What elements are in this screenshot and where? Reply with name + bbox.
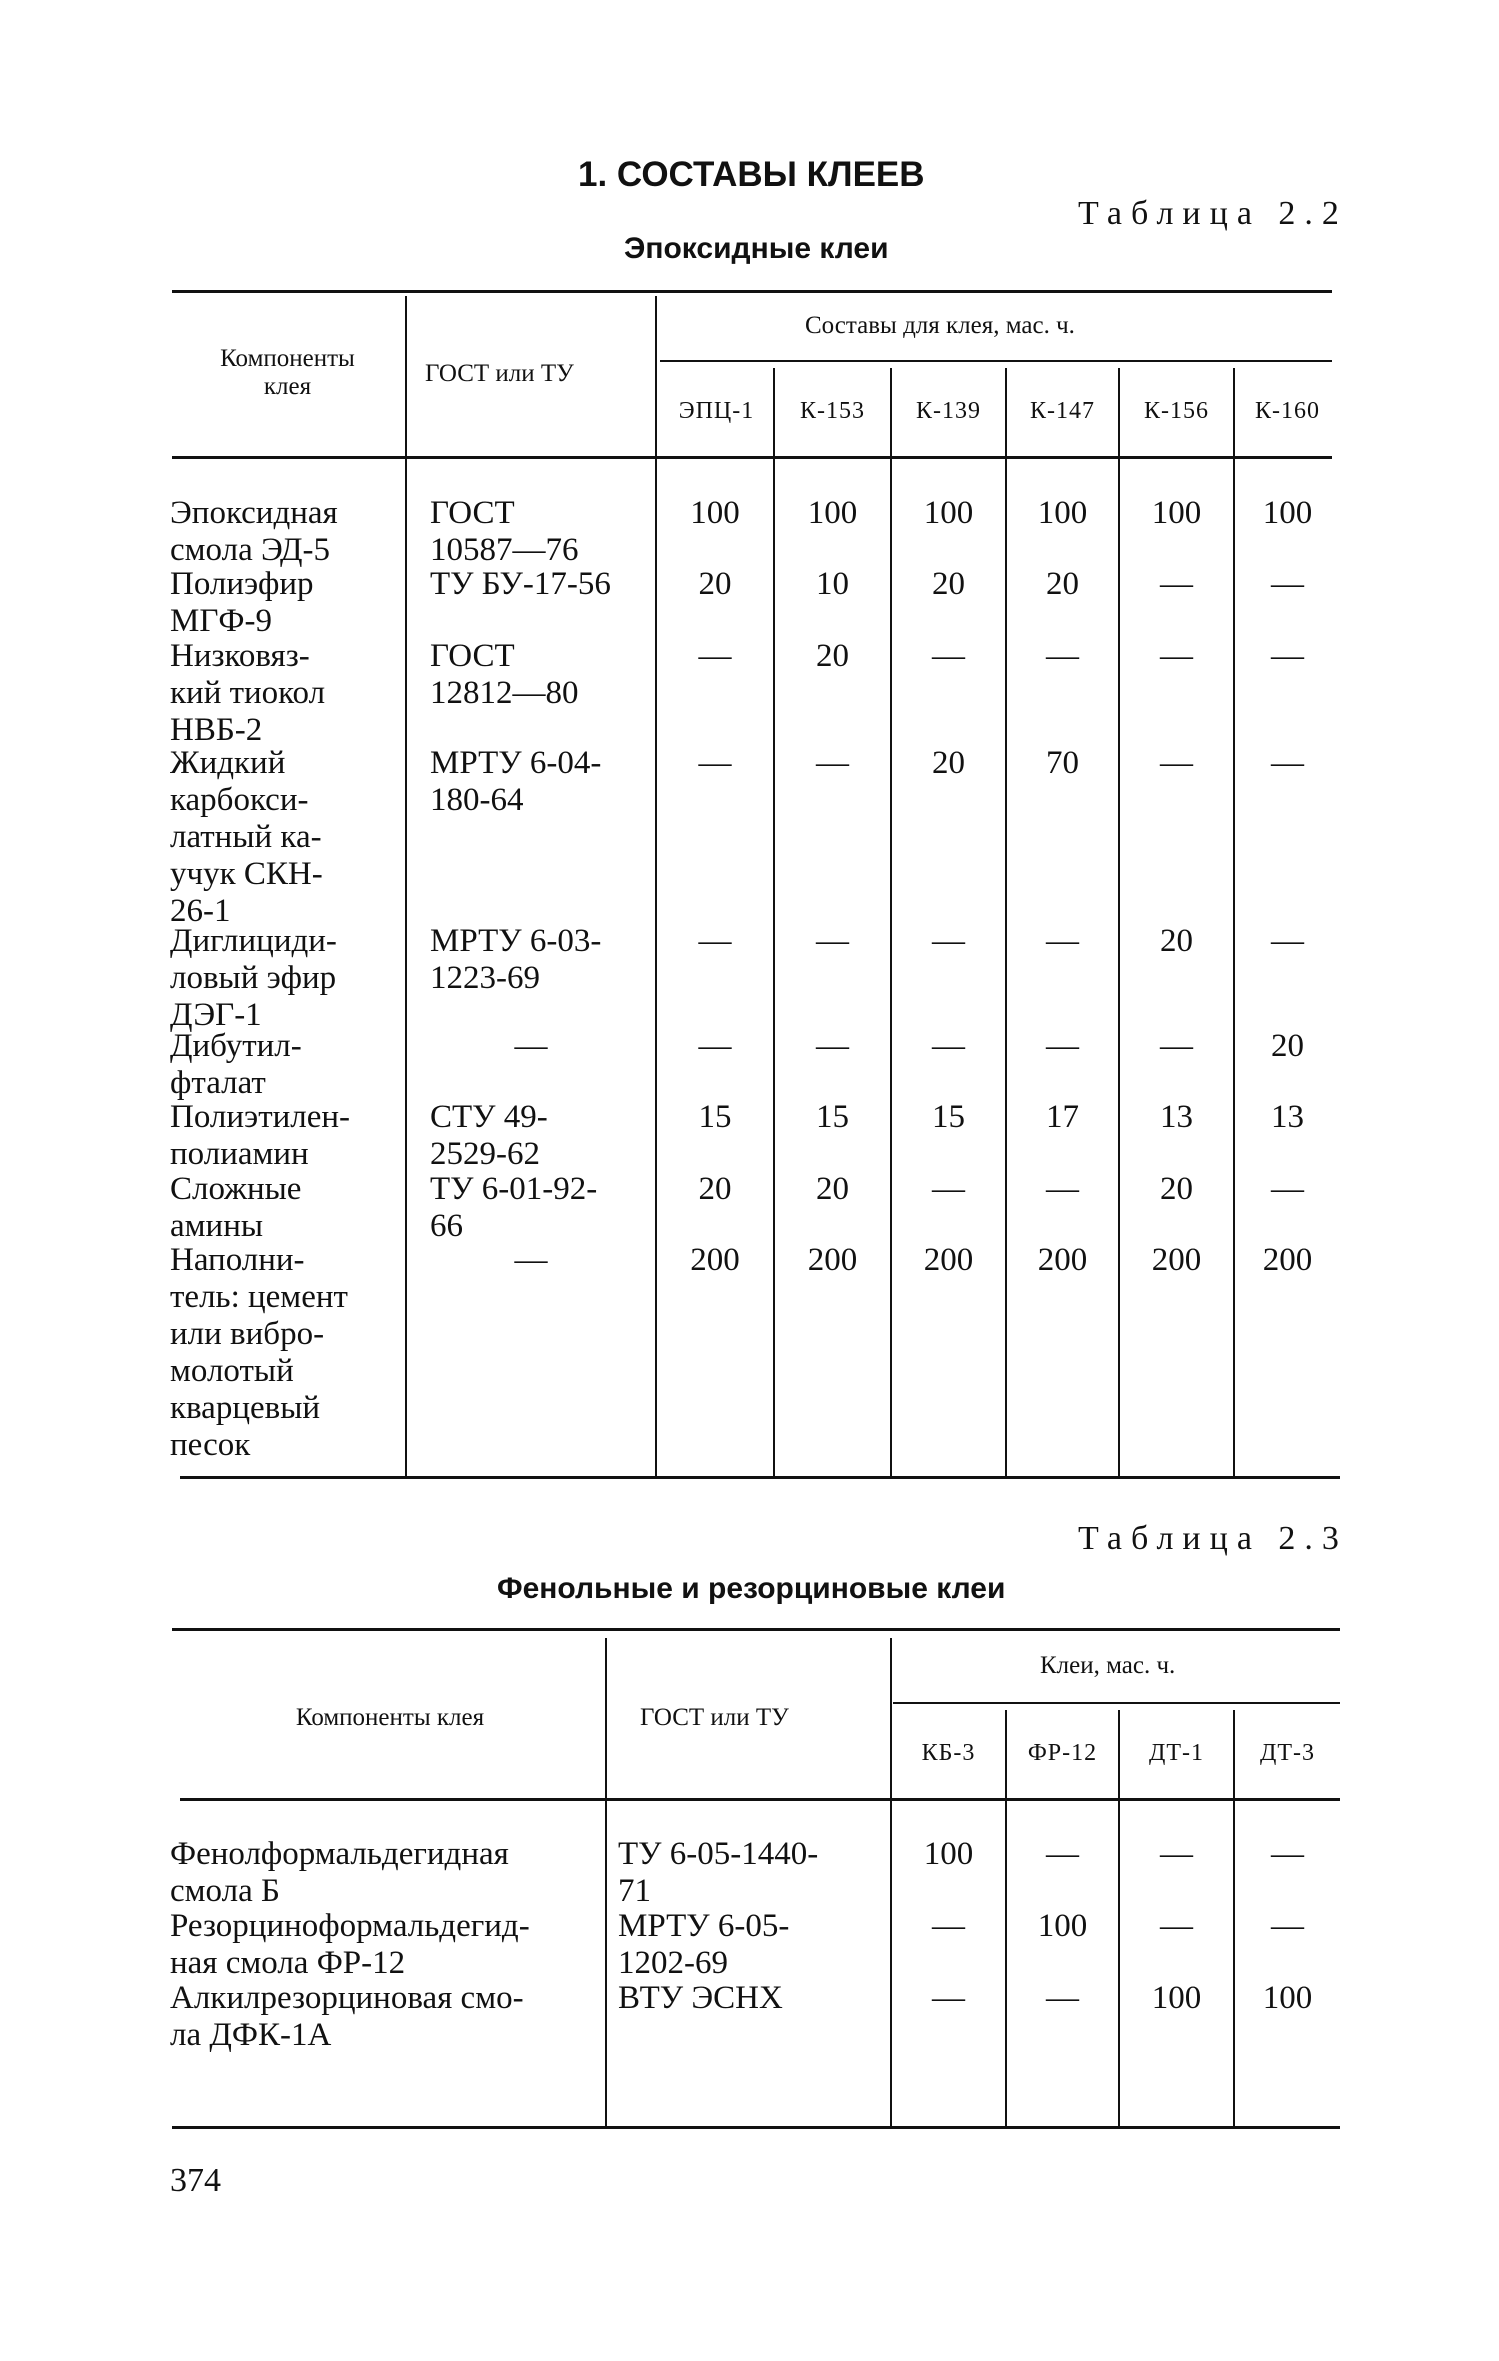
- table-bottom-rule: [180, 1476, 1340, 1479]
- header-group: Клеи, мас. ч.: [1040, 1652, 1176, 1679]
- value-cell: —: [1160, 566, 1193, 602]
- value-cell: 200: [807, 1242, 858, 1278]
- col-divider: [1118, 368, 1120, 1476]
- value-cell: 100: [690, 495, 740, 531]
- value-cell: 20: [1160, 1171, 1193, 1207]
- value-cell: —: [932, 1980, 965, 2016]
- value-cell: —: [1160, 1836, 1193, 1872]
- row-component: Полиэфир МГФ-9: [170, 566, 314, 639]
- table-2-2-caption: Эпоксидные клеи: [624, 232, 889, 265]
- value-cell: 20: [1271, 1028, 1304, 1064]
- value-cell: 200: [923, 1242, 974, 1278]
- value-cell: —: [816, 923, 849, 959]
- col-divider: [890, 368, 892, 1476]
- section-title: 1. СОСТАВЫ КЛЕЕВ: [578, 155, 925, 194]
- table-bottom-rule: [172, 2126, 1340, 2129]
- value-cell: 17: [1046, 1099, 1079, 1135]
- row-gost: ТУ 6-05-1440- 71: [618, 1836, 819, 1909]
- value-cell: —: [1046, 1028, 1079, 1064]
- value-cell: —: [1271, 745, 1304, 781]
- header-gost: ГОСТ или ТУ: [425, 360, 574, 387]
- row-gost: —: [514, 1028, 548, 1064]
- header-col-k156: К-156: [1144, 398, 1209, 424]
- value-cell: —: [698, 923, 732, 959]
- value-cell: —: [1271, 1908, 1304, 1944]
- value-cell: —: [1046, 638, 1079, 674]
- row-gost: МРТУ 6-03- 1223-69: [430, 923, 602, 996]
- page-number: 374: [170, 2162, 221, 2199]
- group-header-rule: [893, 1702, 1340, 1704]
- col-divider: [773, 368, 775, 1476]
- value-cell: —: [1271, 1836, 1304, 1872]
- col-divider: [1005, 368, 1007, 1476]
- value-cell: 20: [932, 745, 965, 781]
- row-gost: ГОСТ 10587—76: [430, 495, 579, 568]
- row-component: Полиэтилен- полиамин: [170, 1099, 351, 1172]
- col-divider: [405, 296, 407, 1476]
- value-cell: —: [1271, 566, 1304, 602]
- value-cell: 20: [816, 638, 849, 674]
- header-col-epc1: ЭПЦ-1: [678, 398, 755, 424]
- value-cell: 20: [816, 1171, 849, 1207]
- value-cell: 100: [1151, 1980, 1202, 2016]
- row-gost: МРТУ 6-04- 180-64: [430, 745, 602, 818]
- row-gost: СТУ 49- 2529-62: [430, 1099, 548, 1172]
- value-cell: —: [1046, 1980, 1079, 2016]
- value-cell: 100: [1151, 495, 1202, 531]
- header-col-fr12: ФР-12: [1027, 1740, 1098, 1766]
- value-cell: 200: [1151, 1242, 1202, 1278]
- header-bottom-rule: [172, 456, 1332, 459]
- header-group: Составы для клея, мас. ч.: [805, 312, 1075, 339]
- value-cell: 100: [923, 1836, 974, 1872]
- row-gost: ТУ БУ-17-56: [430, 566, 611, 602]
- header-components: Компоненты клея: [295, 1704, 485, 1731]
- row-gost: ВТУ ЭСНХ: [618, 1980, 783, 2016]
- value-cell: 100: [1037, 495, 1088, 531]
- value-cell: —: [816, 745, 849, 781]
- value-cell: —: [1160, 745, 1193, 781]
- value-cell: 200: [1262, 1242, 1313, 1278]
- value-cell: 100: [923, 495, 974, 531]
- header-gost: ГОСТ или ТУ: [640, 1704, 789, 1731]
- value-cell: —: [1046, 1171, 1079, 1207]
- value-cell: —: [1160, 638, 1193, 674]
- value-cell: —: [932, 638, 965, 674]
- header-col-k139: К-139: [916, 398, 981, 424]
- value-cell: 15: [816, 1099, 849, 1135]
- value-cell: —: [1271, 638, 1304, 674]
- row-component: Диглициди- ловый эфир ДЭГ-1: [170, 923, 337, 1033]
- row-component: Дибутил- фталат: [170, 1028, 302, 1101]
- value-cell: 100: [1037, 1908, 1088, 1944]
- value-cell: 15: [932, 1099, 965, 1135]
- value-cell: —: [932, 1028, 965, 1064]
- value-cell: —: [698, 745, 732, 781]
- value-cell: —: [1046, 923, 1079, 959]
- value-cell: 20: [932, 566, 965, 602]
- value-cell: —: [932, 1171, 965, 1207]
- value-cell: 15: [698, 1099, 732, 1135]
- header-col-dt3: ДТ-3: [1259, 1740, 1316, 1766]
- row-gost: ГОСТ 12812—80: [430, 638, 579, 711]
- header-col-dt1: ДТ-1: [1148, 1740, 1205, 1766]
- value-cell: 200: [1037, 1242, 1088, 1278]
- row-component: Эпоксидная смола ЭД-5: [170, 495, 338, 568]
- value-cell: 20: [1160, 923, 1193, 959]
- value-cell: —: [816, 1028, 849, 1064]
- col-divider: [890, 1638, 892, 2126]
- value-cell: 13: [1160, 1099, 1193, 1135]
- value-cell: —: [1160, 1908, 1193, 1944]
- row-gost: —: [514, 1242, 548, 1278]
- row-component: Фенолформальдегидная смола Б: [170, 1836, 509, 1909]
- table-2-2-label: Таблица 2.2: [1078, 195, 1348, 232]
- header-col-k153: К-153: [800, 398, 865, 424]
- row-component: Алкилрезорциновая смо- ла ДФК-1А: [170, 1980, 524, 2053]
- col-divider: [605, 1638, 607, 2126]
- col-divider: [655, 296, 657, 1476]
- row-component: Низковяз- кий тиокол НВБ-2: [170, 638, 326, 748]
- row-component: Сложные амины: [170, 1171, 302, 1244]
- header-col-k147: К-147: [1030, 398, 1095, 424]
- table-top-rule: [172, 290, 1332, 293]
- row-gost: МРТУ 6-05- 1202-69: [618, 1908, 790, 1981]
- table-2-3-label: Таблица 2.3: [1078, 1520, 1348, 1557]
- value-cell: 200: [690, 1242, 740, 1278]
- table-top-rule: [172, 1628, 1340, 1631]
- value-cell: 20: [1046, 566, 1079, 602]
- header-bottom-rule: [180, 1798, 1340, 1801]
- row-component: Жидкий карбокси- латный ка- учук СКН- 26-1: [170, 745, 323, 929]
- value-cell: —: [1271, 923, 1304, 959]
- row-component: Резорциноформальдегид- ная смола ФР-12: [170, 1908, 530, 1981]
- table-2-3-caption: Фенольные и резорциновые клеи: [497, 1572, 1006, 1605]
- value-cell: —: [1271, 1171, 1304, 1207]
- col-divider: [1233, 368, 1235, 1476]
- value-cell: —: [932, 923, 965, 959]
- header-col-kb3: КБ-3: [921, 1740, 976, 1766]
- value-cell: —: [932, 1908, 965, 1944]
- value-cell: —: [1046, 1836, 1079, 1872]
- value-cell: 100: [1262, 495, 1313, 531]
- value-cell: 70: [1046, 745, 1079, 781]
- value-cell: —: [698, 638, 732, 674]
- value-cell: —: [698, 1028, 732, 1064]
- header-col-k160: К-160: [1255, 398, 1320, 424]
- header-components: Компоненты клея: [220, 345, 355, 400]
- group-header-rule: [660, 360, 1332, 362]
- row-component: Наполни- тель: цемент или вибро- молотый кварцевый песок: [170, 1242, 348, 1463]
- value-cell: 10: [816, 566, 849, 602]
- value-cell: 100: [807, 495, 858, 531]
- value-cell: 13: [1271, 1099, 1304, 1135]
- value-cell: 20: [698, 1171, 732, 1207]
- value-cell: —: [1160, 1028, 1193, 1064]
- value-cell: 100: [1262, 1980, 1313, 2016]
- row-gost: ТУ 6-01-92- 66: [430, 1171, 598, 1244]
- value-cell: 20: [698, 566, 732, 602]
